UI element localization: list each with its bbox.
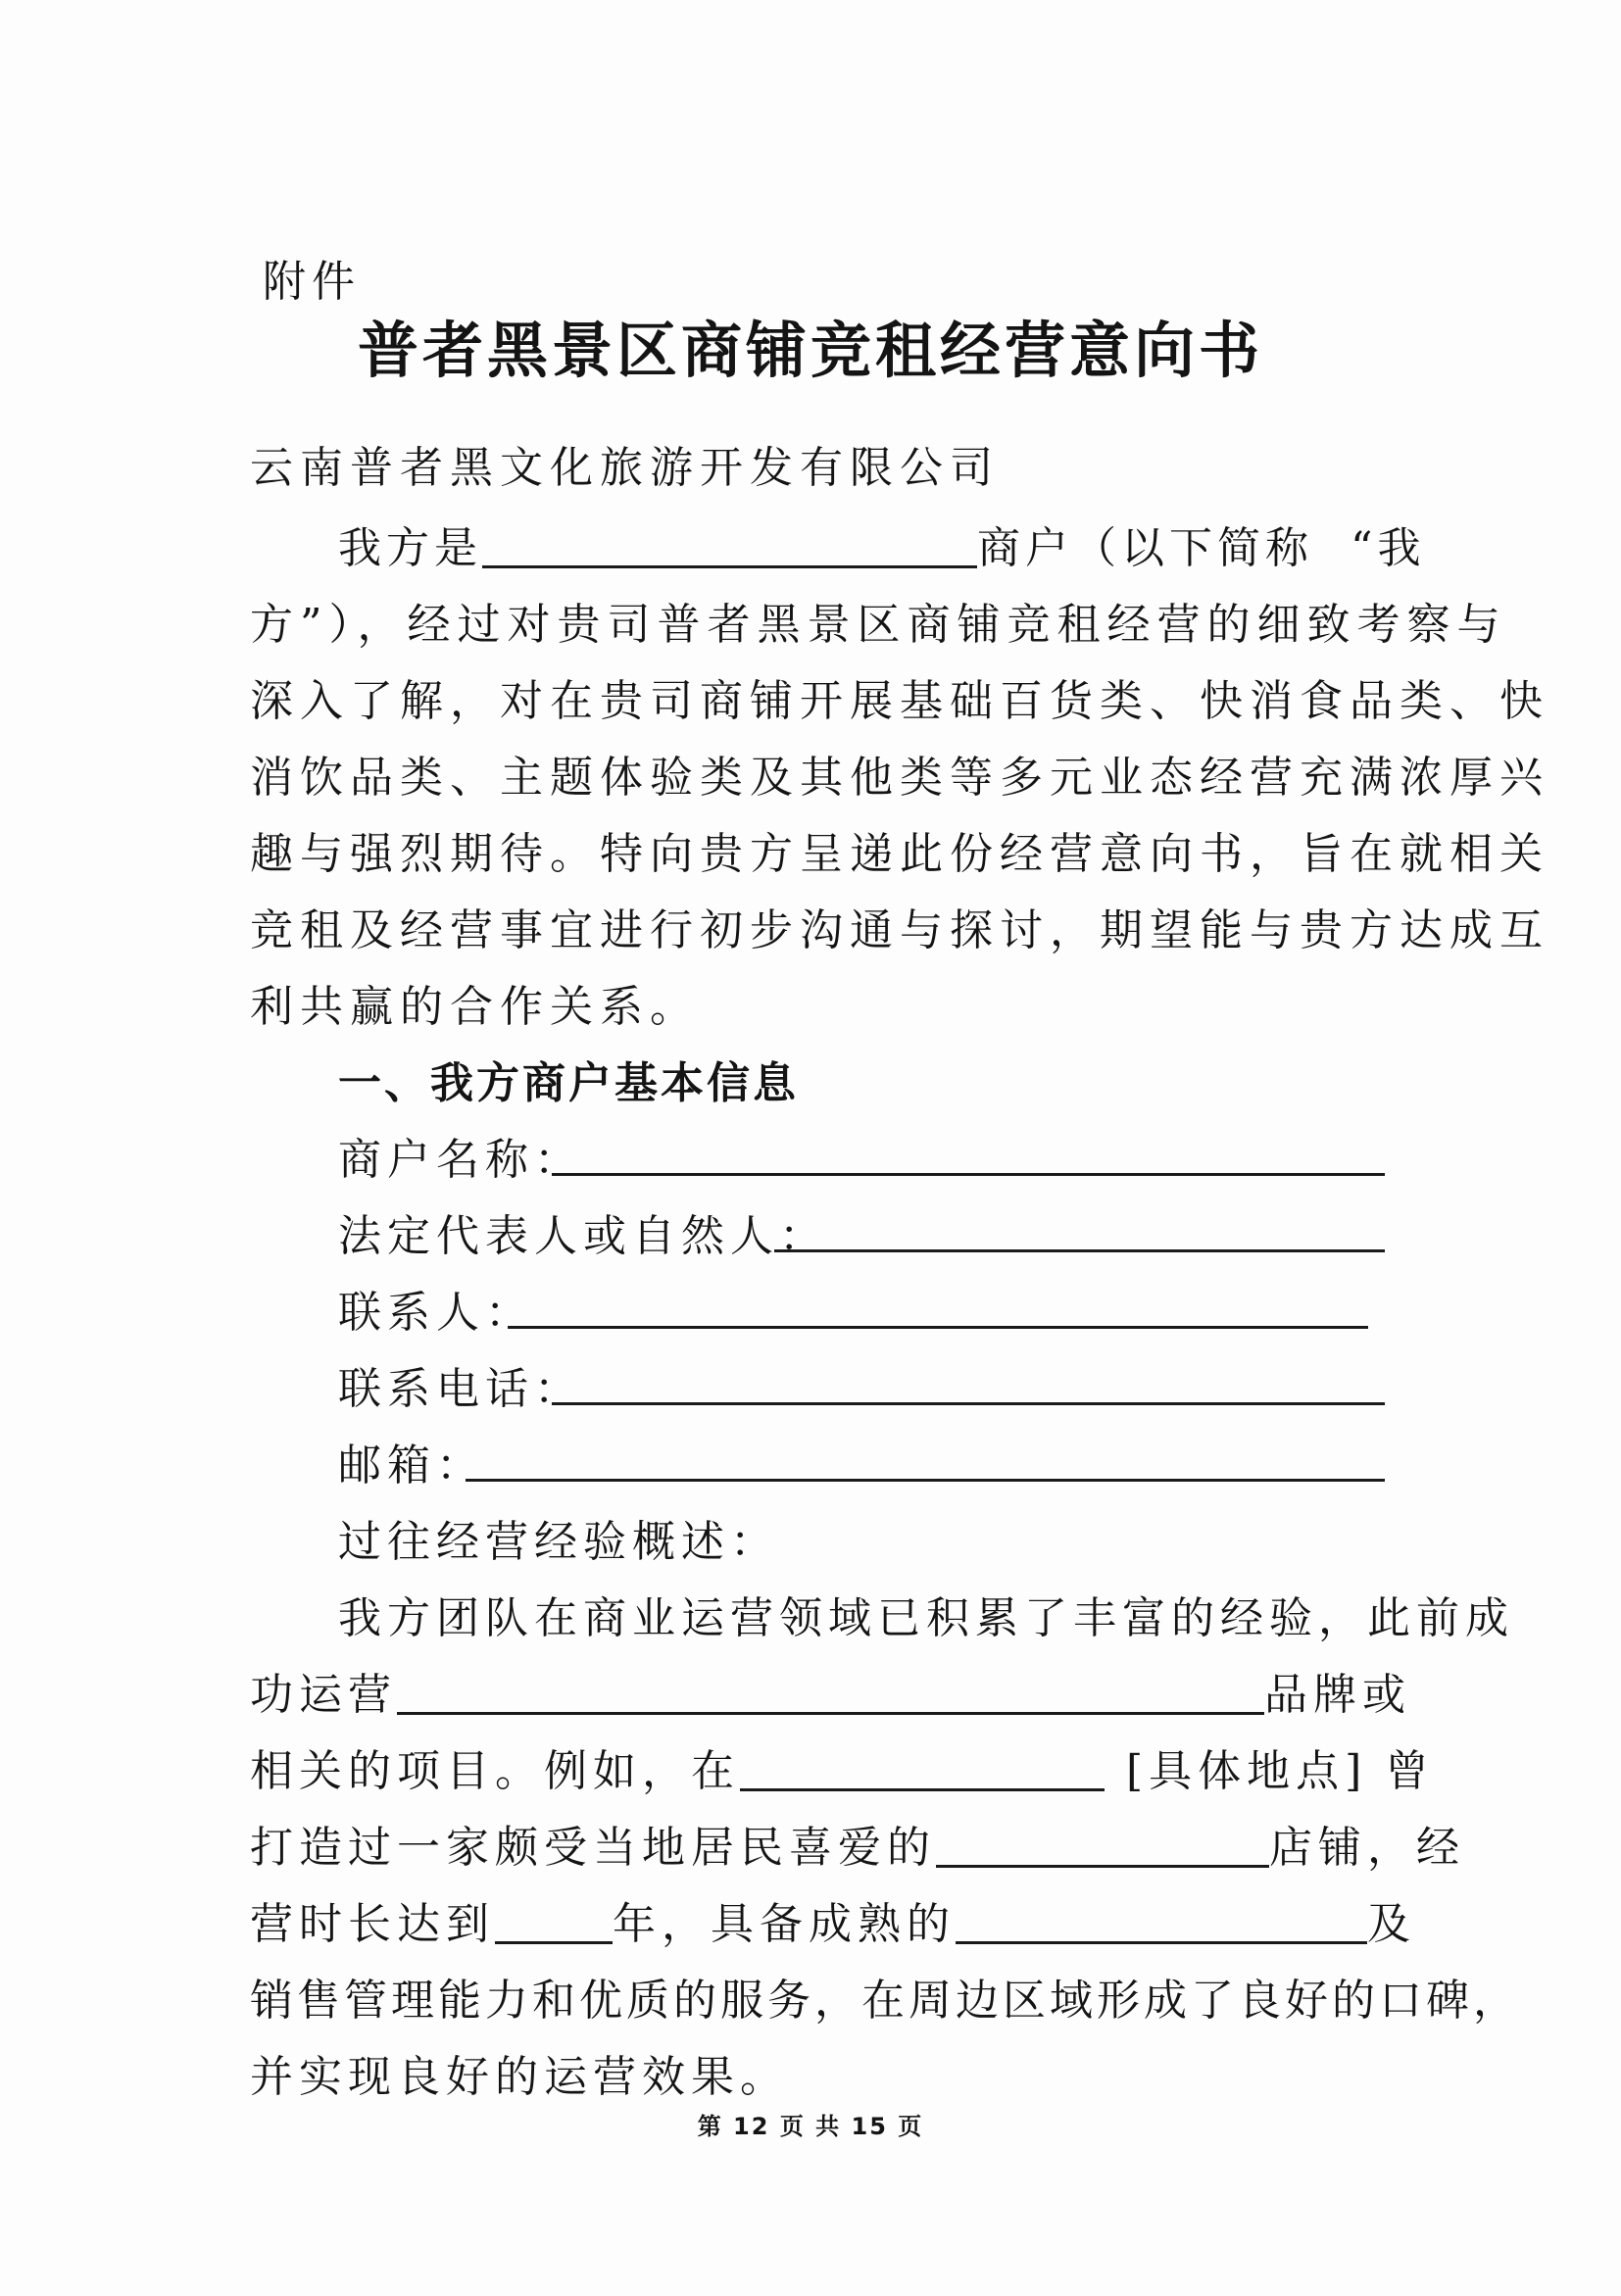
legal-rep-blank[interactable]: [774, 1249, 1385, 1252]
page-mid: 页 共: [779, 2113, 842, 2140]
exp-line-3: [250, 1742, 1434, 1801]
store-type-blank[interactable]: [936, 1822, 1269, 1868]
page-suffix: 页: [898, 2113, 924, 2140]
intro-line-4: 消饮品类、主题体验类及其他类等多元业态经营充满浓厚兴: [250, 753, 1549, 803]
intro-line-5: 趣与强烈期待。特向贵方呈递此份经营意向书，旨在就相关: [250, 829, 1549, 879]
exp-text-operated: 功运营: [250, 1670, 397, 1720]
field-label-phone: 联系电话：: [338, 1364, 583, 1414]
exp-line-1: 我方团队在商业运营领域已积累了丰富的经验，此前成: [338, 1593, 1514, 1643]
intro-line-2: 方”），经过对贵司普者黑景区商铺竞租经营的细致考察与: [250, 600, 1507, 650]
exp-text-location-hint: [具体地点]: [1126, 1746, 1368, 1796]
capability-blank[interactable]: [956, 1898, 1367, 1944]
intro-text-we-quote: “我: [1351, 523, 1426, 573]
years-blank[interactable]: [495, 1898, 613, 1944]
page-number: [0, 2107, 1621, 2141]
merchant-name-blank[interactable]: [552, 1173, 1385, 1176]
experience-label: 过往经营经验概述：: [338, 1517, 779, 1567]
page-total: 15: [851, 2113, 888, 2140]
brand-blank[interactable]: [397, 1669, 1264, 1715]
email-blank[interactable]: [466, 1479, 1385, 1482]
field-label-merchant-name: 商户名称：: [338, 1135, 583, 1185]
exp-text-duration: 营时长达到: [250, 1899, 495, 1949]
attachment-label: 附件: [263, 257, 361, 307]
addressee: 云南普者黑文化旅游开发有限公司: [250, 443, 1000, 493]
exp-text-and: 及: [1367, 1899, 1416, 1949]
intro-text-we-are: 我方是: [338, 523, 482, 573]
intro-line-7: 利共赢的合作关系。: [250, 982, 700, 1032]
exp-line-7: 并实现良好的运营效果。: [250, 2052, 789, 2102]
intro-line-6: 竞租及经营事宜进行初步沟通与探讨，期望能与贵方达成互: [250, 905, 1549, 955]
field-label-legal-rep: 法定代表人或自然人：: [338, 1211, 828, 1261]
page-current: 12: [733, 2113, 770, 2140]
exp-line-6: 销售管理能力和优质的服务，在周边区域形成了良好的口碑，: [250, 1976, 1520, 2026]
exp-text-related: 相关的项目。例如，在: [250, 1746, 740, 1796]
intro-text-merchant: 商户（以下简称: [977, 523, 1313, 573]
location-blank[interactable]: [740, 1745, 1105, 1791]
intro-line-3: 深入了解，对在贵司商铺开展基础百货类、快消食品类、快: [250, 676, 1549, 726]
merchant-type-blank[interactable]: [482, 522, 977, 568]
page-prefix: 第: [697, 2113, 723, 2140]
exp-line-4: [250, 1819, 1465, 1878]
exp-text-years: 年，具备成熟的: [613, 1899, 956, 1949]
field-label-contact: 联系人：: [338, 1288, 534, 1338]
phone-blank[interactable]: [552, 1402, 1385, 1405]
exp-text-brand: 品牌或: [1264, 1670, 1411, 1720]
exp-text-store: 店铺，经: [1269, 1823, 1465, 1873]
section-heading-basic-info: 一、我方商户基本信息: [338, 1058, 799, 1108]
exp-line-5: [250, 1895, 1416, 1954]
exp-line-2: [250, 1666, 1411, 1725]
document-title: 普者黑景区商铺竞租经营意向书: [357, 315, 1263, 386]
contact-blank[interactable]: [508, 1326, 1368, 1329]
exp-text-once: 曾: [1385, 1746, 1435, 1796]
exp-text-built: 打造过一家颇受当地居民喜爱的: [250, 1823, 936, 1873]
intro-line-1: [338, 519, 1426, 578]
field-label-email: 邮箱：: [338, 1441, 485, 1490]
